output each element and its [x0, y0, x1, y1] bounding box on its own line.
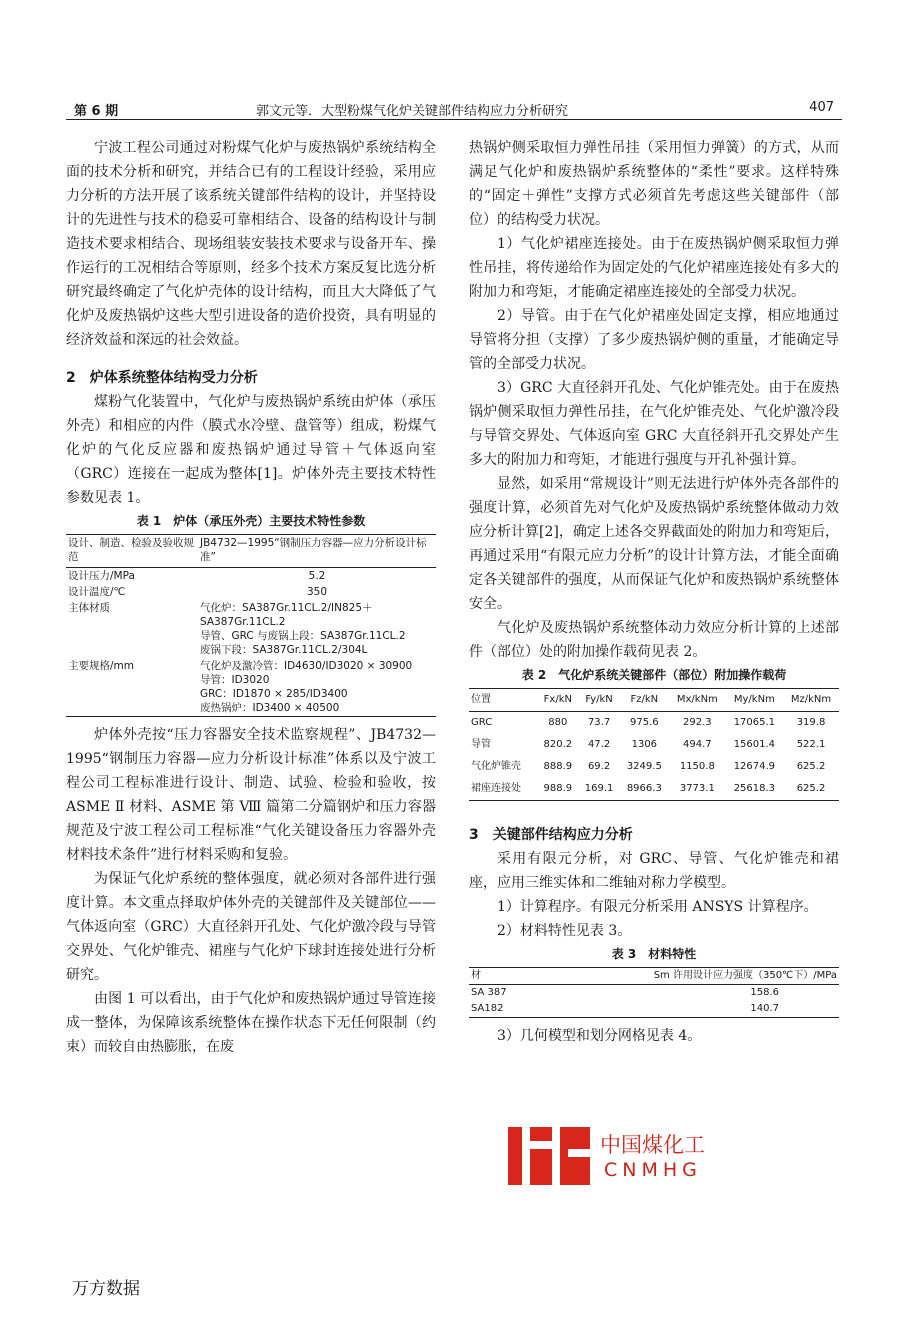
- table3-caption: 表 3 材料特性: [611, 947, 697, 961]
- table3-cell: 140.7: [750, 1003, 779, 1014]
- material-line: 气化炉：SA387Gr.11CL.2/IN825＋SA387Gr.11CL.2: [200, 602, 373, 628]
- paragraph: 3）几何模型和划分网格见表 4。: [497, 1028, 702, 1044]
- table2-cell: 625.2: [796, 783, 826, 794]
- paragraph: 1）计算程序。有限元分析采用 ANSYS 计算程序。: [497, 899, 818, 915]
- table3-cell: SA182: [471, 1003, 504, 1014]
- table-row: [469, 734, 839, 756]
- table2-cell: 3249.5: [626, 761, 662, 772]
- table2-cell: 8966.3: [626, 783, 662, 794]
- table2-cell: GRC: [471, 717, 493, 728]
- table2-header: Fy/kN: [578, 689, 619, 712]
- table2-cell: 1306: [631, 739, 658, 750]
- material-line: 废锅下段：SA387Gr.11CL.2/304L: [200, 644, 368, 656]
- table3: [469, 967, 839, 1018]
- paragraph: 3）GRC 大直径斜开孔处、气化炉锥壳处。由于在废热锅炉侧采取恒力弹性吊挂，在气化炉锥壳处、气化炉激冷段与导管交界处、气体返向室 GRC 大直径斜开孔交界处产生多大的附加力和弯矩，才能进行强度与开孔补强计算。: [469, 380, 839, 468]
- table2-cell: 1150.8: [679, 761, 715, 772]
- table1-key: 主要规格/mm: [68, 660, 134, 672]
- table3-header: 材: [469, 968, 533, 985]
- watermark-cn: 中国煤化工: [600, 1133, 705, 1157]
- table2-cell: 820.2: [543, 739, 573, 750]
- material-line: 导管、GRC 与废锅上段：SA387Gr.11CL.2: [200, 630, 406, 642]
- table3-cell: 158.6: [750, 987, 779, 998]
- paragraph: 显然，如采用“常规设计”则无法进行炉体外壳各部件的强度计算，必须首先对气化炉及废热锅炉系统整体做动力效应分析计算[2]，确定上述各交界截面处的附加力和弯矩后，再通过采用“有限元应力分析”的设计计算方法，才能全面确定各关键部件的强度，从而保证气化炉和废热锅炉系统整体安全。: [469, 476, 839, 612]
- table2-header: Fx/kN: [537, 689, 578, 712]
- table1-value: 350: [306, 586, 328, 598]
- table2: [469, 688, 839, 801]
- size-line: 废热锅炉：ID3400 × 40500: [200, 702, 340, 714]
- table2-cell: 69.2: [587, 761, 611, 772]
- table2-cell: 988.9: [543, 783, 573, 794]
- table2-cell: 17065.1: [733, 717, 776, 728]
- table2-header: My/kNm: [726, 689, 783, 712]
- table1-caption: 表 1 炉体（承压外壳）主要技术特性参数: [136, 514, 366, 528]
- issue-number: 第 6 期: [74, 104, 119, 119]
- table2-cell: 319.8: [796, 717, 826, 728]
- table1-value: [198, 658, 436, 717]
- table-row: [469, 778, 839, 801]
- size-line: 导管：ID3020: [200, 674, 270, 686]
- table1-value: JB4732—1995“钢制压力容器—应力分析设计标准”: [198, 535, 436, 568]
- paragraph: 气化炉及废热锅炉系统整体动力效应分析计算的上述部件（部位）处的附加操作载荷见表 2。: [469, 620, 839, 660]
- table2-cell: 导管: [471, 739, 491, 750]
- table2-cell: 169.1: [584, 783, 614, 794]
- table2-cell: 15601.4: [733, 739, 776, 750]
- table3-cell: SA 387: [471, 987, 507, 998]
- table2-cell: 25618.3: [733, 783, 776, 794]
- table2-cell: 880: [548, 717, 568, 728]
- table2-header: Mx/kNm: [669, 689, 726, 712]
- table1-key: 设计压力/MPa: [68, 570, 135, 582]
- paragraph: 为保证气化炉系统的整体强度，就必须对各部件进行强度计算。本文重点择取炉体外壳的关键部件及关键部位——气体返向室（GRC）大直径斜开孔处、气化炉激冷段与导管交界处、气化炉锥壳、裙座与气化炉下球封连接处进行分析研究。: [66, 871, 436, 983]
- section-heading-3: 3 关键部件结构应力分析: [469, 827, 633, 843]
- section-heading-2: 2 炉体系统整体结构受力分析: [66, 370, 258, 386]
- paragraph: 热锅炉侧采取恒力弹性吊挂（采用恒力弹簧）的方式，从而满足气化炉和废热锅炉系统整体的“柔性”要求。这样特殊的“固定＋弹性”支撑方式必须首先考虑这些关键部件（部位）的结构受力状况。: [469, 140, 839, 228]
- table1-key: 主体材质: [68, 602, 110, 614]
- table1-key: 设计、制造、检验及验收规范: [66, 535, 198, 568]
- running-title: 郭文元等．大型粉煤气化炉关键部件结构应力分析研究: [256, 104, 569, 119]
- left-column: [66, 136, 436, 1059]
- paragraph: 由图 1 可以看出，由于气化炉和废热锅炉通过导管连接成一整体，为保障该系统整体在操作状态下无任何限制（约束）而较自由热膨胀，在废: [66, 991, 436, 1055]
- paragraph: 炉体外壳按“压力容器安全技术监察规程”、JB4732—1995“钢制压力容器—应力分析设计标准”体系以及宁波工程公司工程标准进行设计、制造、试验、检验和验收，按 ASME Ⅱ 材料、ASME 第 Ⅷ 篇第二分篇钢炉和压力容器规范及宁波工程公司工程标准“气化关键设备压力容器外壳材料技术条件”进行材料采购和复验。: [66, 727, 436, 863]
- table2-header: Mz/kNm: [783, 689, 839, 712]
- page-number: 407: [809, 100, 834, 115]
- paragraph: 2）导管。由于在气化炉裙座处固定支撑，相应地通过导管将分担（支撑）了多少废热锅炉侧的重量，才能确定导管的全部受力状况。: [469, 308, 839, 372]
- table1: [66, 534, 436, 717]
- table1-value: [198, 600, 436, 658]
- size-line: GRC：ID1870 × 285/ID3400: [200, 688, 348, 700]
- table2-cell: 73.7: [587, 717, 611, 728]
- right-column: [469, 136, 839, 1048]
- watermark-en: CNMHG: [604, 1159, 702, 1181]
- table2-cell: 625.2: [796, 761, 826, 772]
- table2-caption: 表 2 气化炉系统关键部件（部位）附加操作载荷: [521, 668, 787, 682]
- paragraph: 采用有限元分析，对 GRC、导管、气化炉锥壳和裙座，应用三维实体和二维轴对称力学模型。: [469, 851, 839, 891]
- table2-cell: 522.1: [796, 739, 826, 750]
- paragraph: 煤粉气化装置中，气化炉与废热锅炉系统由炉体（承压外壳）和相应的内件（膜式水冷壁、盘管等）组成，粉煤气化炉的气化反应器和废热锅炉通过导管＋气体返向室（GRC）连接在一起成为整体[1]。炉体外壳主要技术特性参数见表 1。: [66, 394, 436, 506]
- table2-cell: 292.3: [683, 717, 712, 728]
- table1-value: 5.2: [308, 570, 326, 582]
- table1-key: 设计温度/℃: [68, 586, 126, 598]
- watermark-logo: [508, 1127, 590, 1185]
- table2-header: Fz/kN: [620, 689, 669, 712]
- paragraph: 宁波工程公司通过对粉煤气化炉与废热锅炉系统结构全面的技术分析和研究，并结合已有的工程设计经验，采用应力分析的方法开展了该系统关键部件结构的设计，并坚持设计的先进性与技术的稳妥可靠相结合、设备的结构设计与制造技术要求相结合、现场组装安装技术要求与设备开车、操作运行的工况相结合等原则，经多个技术方案反复比选分析研究最终确定了气化炉壳体的设计结构，而且大大降低了气化炉及废热锅炉这些大型引进设备的造价投资，具有明显的经济效益和深远的社会效益。: [66, 140, 436, 348]
- table2-cell: 975.6: [630, 717, 659, 728]
- table2-cell: 3773.1: [679, 783, 715, 794]
- table-row: [469, 756, 839, 778]
- footer-source: 万方数据: [72, 1279, 140, 1299]
- table3-header: Sm 许用设计应力强度（350℃下）/MPa: [533, 968, 839, 985]
- paragraph: 1）气化炉裙座连接处。由于在废热锅炉侧采取恒力弹性吊挂，将传递给作为固定处的气化炉裙座连接处有多大的附加力和弯矩，才能确定裙座连接处的全部受力状况。: [469, 236, 839, 300]
- table2-cell: 裙座连接处: [471, 783, 521, 794]
- table2-cell: 气化炉锥壳: [471, 761, 521, 772]
- paragraph: 2）材料特性见表 3。: [497, 923, 632, 939]
- table2-cell: 12674.9: [733, 761, 776, 772]
- header-rule: [66, 119, 842, 120]
- table2-cell: 47.2: [587, 739, 611, 750]
- size-line: 气化炉及激冷管：ID4630/ID3020 × 30900: [200, 660, 413, 672]
- watermark: [508, 1127, 838, 1185]
- running-header: [66, 98, 842, 120]
- table2-cell: 494.7: [683, 739, 712, 750]
- table-row: [469, 712, 839, 735]
- table2-cell: 888.9: [543, 761, 573, 772]
- table2-header: 位置: [469, 689, 537, 712]
